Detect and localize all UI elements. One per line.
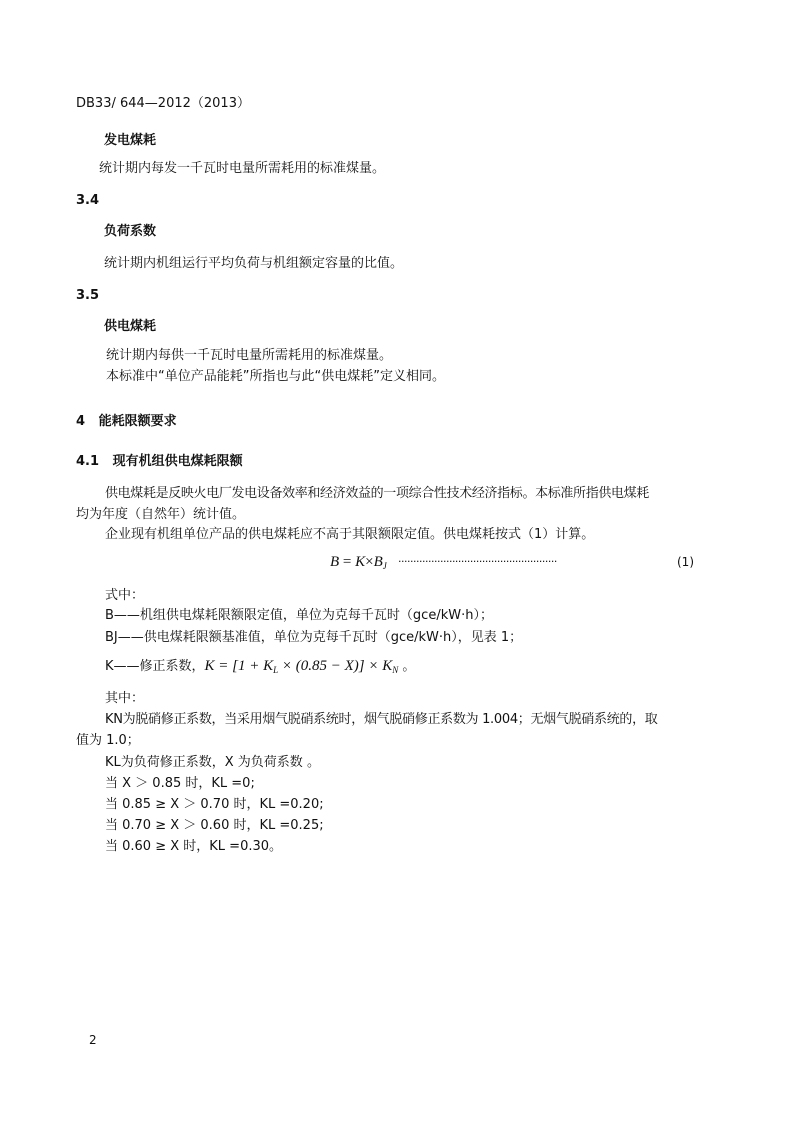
definition-k-end: 。 (398, 659, 416, 674)
definition-k-formula (205, 658, 399, 674)
definition-b: B——机组供电煤耗限额限定值，单位为克每千瓦时（gce/kW·h）； (105, 608, 493, 623)
definition-k (105, 659, 415, 674)
load-case-2: 当 0.85 ≥ X ＞ 0.70 时，KL =0.20; (105, 797, 324, 812)
term-supply-coal: 供电煤耗 (104, 319, 157, 334)
page-number: 2 (89, 1033, 97, 1047)
where-label: 式中： (105, 588, 145, 603)
definition-k-label: K——修正系数， (105, 659, 205, 674)
paragraph-1-line-1: 供电煤耗是反映火电厂发电设备效率和经济效益的一项综合性技术经济指标。本标准所指供电煤耗 (105, 486, 649, 501)
k-formula-sub-n: N (392, 665, 399, 675)
definition-supply-coal-note: 本标准中“单位产品能耗”所指也与此“供电煤耗”定义相同。 (106, 369, 445, 384)
load-case-3: 当 0.70 ≥ X ＞ 0.60 时，KL =0.25; (105, 818, 324, 833)
among-label: 其中： (105, 691, 145, 706)
term-load-factor: 负荷系数 (104, 224, 157, 239)
definition-load-factor: 统计期内机组运行平均负荷与机组额定容量的比值。 (104, 256, 404, 271)
formula-k: K (355, 554, 366, 570)
definition-bj: BJ——供电煤耗限额基准值，单位为克每千瓦时（gce/kW·h），见表 1； (105, 630, 523, 645)
k-formula-part-1: K = [1 + K (204, 658, 274, 674)
header-doc-id: DB33/ 644—2012（2013） (76, 96, 250, 111)
paragraph-2: 企业现有机组单位产品的供电煤耗应不高于其限额限定值。供电煤耗按式（1）计算。 (105, 527, 595, 542)
formula-times: × (365, 554, 374, 570)
load-case-4: 当 0.60 ≥ X 时，KL =0.30。 (105, 839, 283, 854)
formula-1 (330, 555, 387, 570)
k-formula-part-2: × (0.85 − X)] × K (278, 658, 393, 674)
formula-bj-subscript: J (382, 561, 387, 571)
definition-power-generation-coal: 统计期内每发一千瓦时电量所需耗用的标准煤量。 (99, 161, 386, 176)
formula-bj: B (373, 554, 383, 570)
definition-supply-coal: 统计期内每供一千瓦时电量所需耗用的标准煤量。 (106, 348, 393, 363)
paragraph-1-line-2: 均为年度（自然年）统计值。 (76, 507, 246, 522)
section-number-3-4: 3.4 (76, 193, 100, 208)
kn-definition-line-2: 值为 1.0； (76, 733, 140, 748)
kn-definition-line-1: KN为脱硝修正系数，当采用烟气脱硝系统时，烟气脱硝修正系数为 1.004；无烟气脱硝系统的，取 (105, 712, 658, 727)
section-4-heading: 4 能耗限额要求 (76, 414, 177, 429)
load-case-1: 当 X ＞ 0.85 时，KL =0; (105, 776, 255, 791)
section-4-1-heading: 4.1 现有机组供电煤耗限额 (76, 454, 243, 469)
formula-b: B (330, 554, 340, 570)
kl-definition: KL为负荷修正系数，X 为负荷系数 。 (105, 755, 320, 770)
section-number-3-5: 3.5 (76, 288, 100, 303)
formula-number: (1) (677, 555, 694, 569)
formula-equals: = (339, 554, 356, 570)
term-power-generation-coal: 发电煤耗 (104, 133, 157, 148)
formula-leader-dots: ····················································· (398, 555, 557, 568)
k-formula-sub-l: L (273, 665, 279, 675)
